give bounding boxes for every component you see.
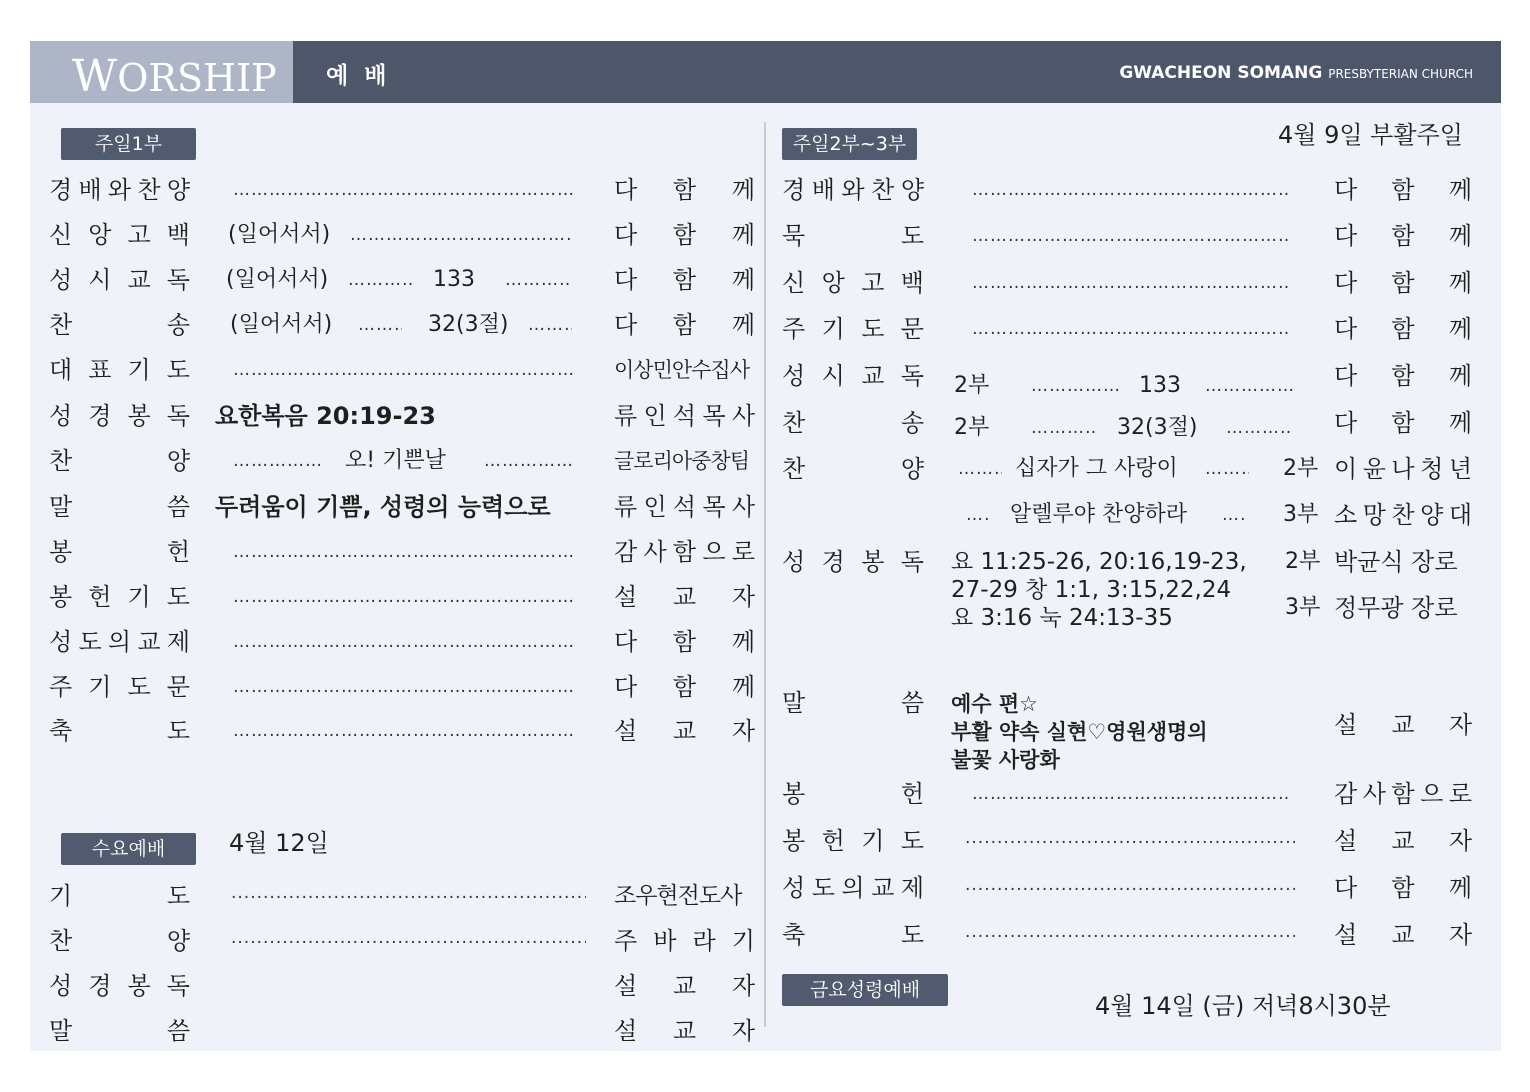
sunday23-item-9: 말 씀	[782, 689, 924, 717]
sunday1-item-3: 찬 송	[49, 311, 190, 339]
leader-dots	[350, 220, 572, 250]
sunday23-person-3: 다 함 께	[1334, 315, 1472, 343]
wednesday-item-1: 찬 양	[49, 927, 190, 955]
sunday23-part-5: 2부	[954, 415, 990, 440]
sunday23-number-4: 133	[1139, 373, 1181, 398]
sunday23-reader-0: 박균식 장로	[1334, 548, 1458, 576]
sunday23-date: 4월 9일 부활주일	[1278, 121, 1463, 149]
sunday23-sermon-line-0: 예수 편☆	[951, 692, 1038, 716]
sunday23-reader-part-0: 2부	[1285, 549, 1321, 574]
leader-dots	[528, 310, 572, 340]
wednesday-person-0: 조우현전도사	[614, 883, 742, 909]
sunday23-person-4: 다 함 께	[1334, 362, 1472, 390]
leader-dots	[358, 310, 402, 340]
sunday1-item-6: 찬 양	[49, 447, 190, 475]
church-name: GWACHEON SOMANG PRESBYTERIAN CHURCH	[1119, 63, 1473, 83]
sunday23-song-1: 십자가 그 사랑이	[1015, 456, 1178, 481]
leader-dots	[233, 537, 573, 567]
sunday23-item-8: 성 경 봉 독	[782, 548, 924, 576]
sunday1-person-0: 다 함 께	[614, 176, 755, 204]
sunday1-label: 주일1부	[61, 128, 196, 160]
sunday1-scripture: 요한복음 20:19-23	[215, 402, 436, 430]
sunday23-label: 주일2부~3부	[782, 128, 917, 160]
sunday1-person-1: 다 함 께	[614, 221, 755, 249]
leader-dots	[233, 672, 573, 702]
sunday1-person-8: 감 사 함 으 로	[614, 538, 755, 566]
friday-label: 금요성령예배	[782, 974, 948, 1006]
sunday23-item-12: 성 도 의 교 제	[782, 874, 924, 902]
sunday23-item-6: 찬 양	[782, 455, 924, 483]
sunday23-item-11: 봉 헌 기 도	[782, 827, 924, 855]
leader-dots	[233, 582, 573, 612]
wednesday-item-3: 말 씀	[49, 1017, 190, 1045]
sunday23-person-11: 설 교 자	[1334, 827, 1472, 855]
sunday1-person-7: 류 인 석 목 사	[614, 493, 755, 521]
friday-date: 4월 14일 (금) 저녁8시30분	[1095, 992, 1391, 1020]
header-subtitle: 예 배	[326, 63, 391, 89]
sunday23-person-12: 다 함 께	[1334, 874, 1472, 902]
sunday23-item-1: 묵 도	[782, 222, 924, 250]
sunday1-item-12: 축 도	[49, 717, 190, 745]
sunday1-sermon: 두려움이 기쁨, 성령의 능력으로	[215, 493, 551, 521]
sunday1-detail-1: (일어서서)	[228, 222, 331, 247]
sunday23-reader-part-1: 3부	[1285, 595, 1321, 620]
leader-dots	[972, 175, 1288, 205]
leader-dots	[965, 917, 1295, 947]
sunday23-scripture-line-2: 요 3:16 눅 24:13-35	[951, 605, 1173, 631]
sunday23-person-1: 다 함 께	[1334, 222, 1472, 250]
sunday23-person-10: 감 사 함 으 로	[1334, 780, 1472, 808]
sunday1-number-3: 32(3절)	[428, 312, 509, 337]
sunday23-item-2: 신 앙 고 백	[782, 269, 924, 297]
sunday1-item-2: 성 시 교 독	[49, 266, 190, 294]
sunday1-item-9: 봉 헌 기 도	[49, 583, 190, 611]
sunday1-person-5: 류 인 석 목 사	[614, 402, 755, 430]
wednesday-date: 4월 12일	[229, 829, 329, 857]
sunday23-part-4: 2부	[954, 373, 990, 398]
leader-dots	[233, 627, 573, 657]
leader-dots	[972, 779, 1288, 809]
leader-dots	[1031, 371, 1119, 401]
leader-dots	[965, 823, 1295, 853]
leader-dots	[966, 500, 988, 530]
sunday1-item-4: 대 표 기 도	[49, 356, 190, 384]
header-bar	[30, 41, 1501, 103]
sunday23-part-person-6: 2부	[1283, 456, 1319, 481]
wednesday-person-1: 주 바 라 기	[614, 927, 755, 955]
sunday1-person-6: 글로리아중창팀	[614, 449, 750, 473]
sunday1-item-7: 말 씀	[49, 493, 190, 521]
leader-dots	[1031, 413, 1097, 443]
sunday1-person-10: 다 함 께	[614, 628, 755, 656]
sunday1-person-9: 설 교 자	[614, 583, 755, 611]
sunday1-item-8: 봉 헌	[49, 538, 190, 566]
sunday23-item-5: 찬 송	[782, 409, 924, 437]
sunday23-item-13: 축 도	[782, 921, 924, 949]
sunday23-person-6: 이 윤 나 청 년	[1334, 455, 1472, 483]
sunday23-person-5: 다 함 께	[1334, 409, 1472, 437]
column-divider	[764, 122, 766, 1027]
leader-dots	[972, 221, 1288, 251]
leader-dots	[233, 175, 573, 205]
sunday23-scripture-line-1: 27-29 창 1:1, 3:15,22,24	[951, 577, 1232, 603]
sunday1-item-0: 경 배 와 찬 양	[49, 176, 190, 204]
sunday1-detail-3: (일어서서)	[230, 312, 333, 337]
wednesday-item-0: 기 도	[49, 882, 190, 910]
wednesday-person-3: 설 교 자	[614, 1017, 755, 1045]
sunday23-sermon-line-1: 부활 약속 실현♡영원생명의	[951, 720, 1208, 744]
leader-dots	[233, 716, 573, 746]
sunday1-detail-2: (일어서서)	[226, 267, 329, 292]
sunday23-scripture-line-0: 요 11:25-26, 20:16,19-23,	[951, 549, 1247, 575]
sunday1-item-5: 성 경 봉 독	[49, 402, 190, 430]
sunday23-reader-1: 정무광 장로	[1334, 594, 1458, 622]
sunday23-person-0: 다 함 께	[1334, 176, 1472, 204]
sunday23-item-0: 경 배 와 찬 양	[782, 176, 924, 204]
sunday23-person-13: 설 교 자	[1334, 921, 1472, 949]
sunday23-song-2: 알렐루야 찬양하라	[1010, 502, 1188, 527]
wednesday-label: 수요예배	[61, 833, 196, 865]
sunday23-sermon-line-2: 불꽃 사랑화	[951, 748, 1060, 772]
leader-dots	[231, 923, 586, 953]
leader-dots	[505, 265, 571, 295]
leader-dots	[484, 446, 572, 476]
sunday1-song: 오! 기쁜날	[345, 448, 446, 473]
sunday23-number-5: 32(3절)	[1117, 415, 1198, 440]
sunday1-number-2: 133	[433, 267, 475, 292]
sunday1-person-2: 다 함 께	[614, 266, 755, 294]
leader-dots	[233, 446, 321, 476]
sunday23-part-person-7: 3부	[1283, 502, 1319, 527]
sunday23-person-7: 소 망 찬 양 대	[1334, 501, 1472, 529]
leader-dots	[965, 870, 1295, 900]
leader-dots	[1205, 454, 1249, 484]
wednesday-item-2: 성 경 봉 독	[49, 972, 190, 1000]
leader-dots	[1226, 413, 1292, 443]
sunday1-item-10: 성 도 의 교 제	[49, 628, 190, 656]
sunday1-item-11: 주 기 도 문	[49, 673, 190, 701]
sunday23-person-2: 다 함 께	[1334, 269, 1472, 297]
leader-dots	[348, 265, 414, 295]
leader-dots	[958, 454, 1002, 484]
wednesday-person-2: 설 교 자	[614, 972, 755, 1000]
worship-title: WORSHIP	[72, 51, 277, 102]
sunday1-person-4: 이상민안수집사	[614, 358, 750, 382]
sunday1-person-12: 설 교 자	[614, 717, 755, 745]
sunday23-item-10: 봉 헌	[782, 780, 924, 808]
leader-dots	[972, 314, 1288, 344]
sunday23-item-4: 성 시 교 독	[782, 362, 924, 390]
sunday23-person-9: 설 교 자	[1334, 711, 1472, 739]
sunday1-item-1: 신 앙 고 백	[49, 221, 190, 249]
leader-dots	[1205, 371, 1293, 401]
leader-dots	[233, 355, 573, 385]
leader-dots	[972, 268, 1288, 298]
sunday1-person-11: 다 함 께	[614, 673, 755, 701]
sunday23-item-3: 주 기 도 문	[782, 315, 924, 343]
sunday1-person-3: 다 함 께	[614, 311, 755, 339]
leader-dots	[1222, 500, 1244, 530]
worship-title-box	[30, 41, 293, 103]
leader-dots	[231, 878, 586, 908]
